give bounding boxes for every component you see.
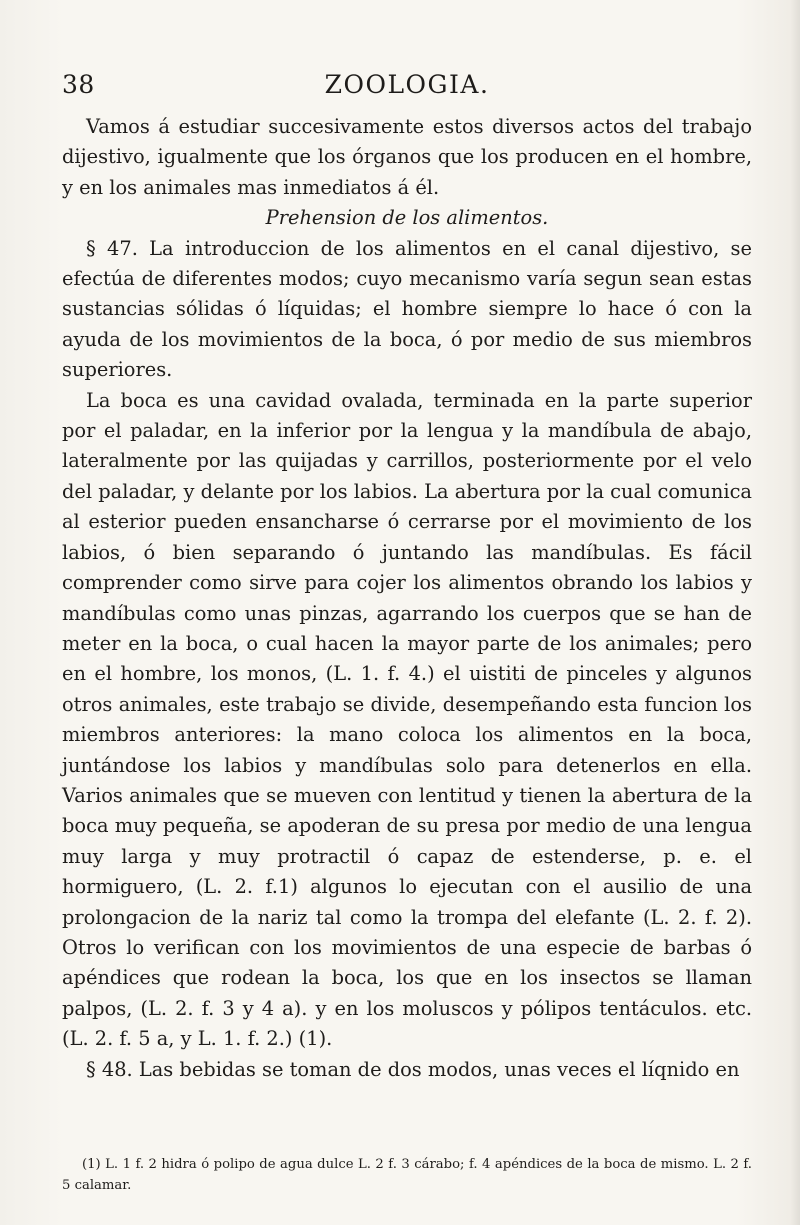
paragraph-47: § 47. La introduccion de los alimentos en el canal dijestivo, se efectúa de diferentes modos; cuyo mecanismo varía segun sean estas sustancias sólidas ó líquidas; el hombre siempre lo hace ó con la ayuda de los movimientos de la boca, ó por medio de sus miembros superiores. [62,236,752,382]
paragraph-mouth: La boca es una cavidad ovalada, terminada en la parte superior por el paladar, en la inferior por la lengua y la mandíbula de abajo, lateralmente por las quijadas y carrillos, posteriormente por el velo del paladar, y delante por los labios. La abertura por la cual comunica al esterior pueden ensancharse ó cerrarse por el movimiento de los labios, ó bien separando ó juntando las mandíbulas. Es fácil comprender como sirve para cojer los alimentos obrando los labios y mandíbulas como unas pinzas, agarrando los cuerpos que se han de meter en la boca, o cual hacen la mayor parte de los animales; pero en el hombre, los monos, (L. 1. f. 4.) el uistiti de pinceles y algunos otros animales, este trabajo se divide, desempeñando esta funcion los miembros anteriores: la mano coloca los alimentos en la boca, juntándose los labios y mandíbulas solo para detenerlos en ella. Varios animales que se mueven con lentitud y tienen la abertura de la boca muy pequeña, se apoderan de su presa por medio de una lengua muy larga y muy protractil ó capaz de estenderse, p. e. el hormiguero, (L. 2. f.1) algunos lo ejecutan con el ausilio de una prolongacion de la nariz tal como la trompa del elefante (L. 2. f. 2). Otros lo verifican con los movimientos de una especie de barbas ó apéndices que rodean la boca, los que en los insectos se llaman palpos, (L. 2. f. 3 y 4 a). y en los moluscos y pólipos tentáculos. etc. (L. 2. f. 5 a, y L. 1. f. 2.) (1). [62,388,752,1051]
page-header [62,70,752,100]
section-heading: Prehension de los alimentos. [265,206,549,230]
page-number: 38 [62,70,95,99]
intro-paragraph: Vamos á estudiar succesivamente estos diversos actos del trabajo dijestivo, igualmente que los órganos que los producen en el hombre, y en los animales mas inmediatos á él. [62,115,752,199]
page-edge-shadow [790,0,800,1225]
running-title: ZOOLOGIA. [324,70,490,99]
paragraph-48: § 48. Las bebidas se toman de dos modos, unas veces el líqnido en [86,1057,740,1081]
footnote [62,1154,752,1196]
body-text [62,112,752,1085]
footnote-text: (1) L. 1 f. 2 hidra ó polipo de agua dulce L. 2 f. 3 cárabo; f. 4 apéndices de la boca de mismo. L. 2 f. 5 calamar. [62,1157,752,1193]
